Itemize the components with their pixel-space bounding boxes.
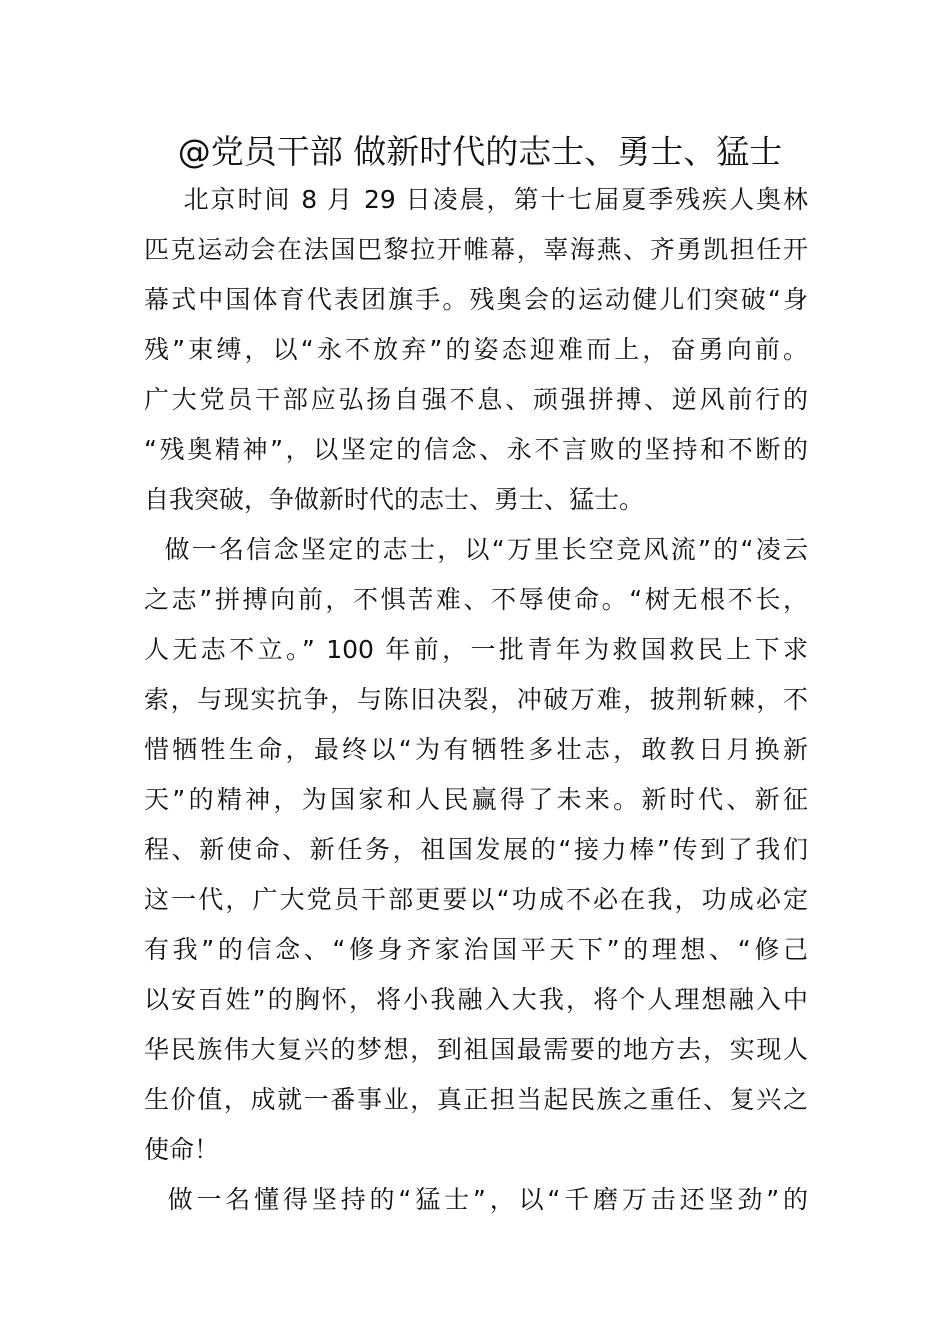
body-line: 匹克运动会在法国巴黎拉开帷幕，辜海燕、齐勇凯担任开 [144, 235, 808, 264]
body-line: 惜牺牲生命，最终以“为有牺牲多壮志，敢教日月换新 [144, 735, 808, 764]
body-line: 生价值，成就一番事业，真正担当起民族之重任、复兴之 [144, 1085, 808, 1114]
body-line: 有我”的信念、“修身齐家治国平天下”的理想、“修己 [144, 935, 808, 964]
body-line: 广大党员干部应弘扬自强不息、顽强拼搏、逆风前行的 [144, 385, 808, 414]
body-line: 自我突破，争做新时代的志士、勇士、猛士。 [144, 485, 645, 514]
body-line: 幕式中国体育代表团旗手。残奥会的运动健儿们突破“身 [144, 285, 808, 314]
body-line: 之志”拼搏向前，不惧苦难、不辱使命。“树无根不长， [144, 585, 808, 614]
body-line: “残奥精神”，以坚定的信念、永不言败的坚持和不断的 [144, 435, 808, 464]
body-line: 残”束缚，以“永不放弃”的姿态迎难而上，奋勇向前。 [144, 335, 808, 364]
body-line: 做一名信念坚定的志士，以“万里长空竞风流”的“凌云 [144, 535, 808, 564]
body-line: 索，与现实抗争，与陈旧决裂，冲破万难，披荆斩棘，不 [144, 685, 808, 714]
body-line: 以安百姓”的胸怀，将小我融入大我，将个人理想融入中 [144, 985, 808, 1014]
body-line: 人无志不立。” 100 年前，一批青年为救国救民上下求 [144, 635, 808, 664]
body-line: 程、新使命、新任务，祖国发展的“接力棒”传到了我们 [144, 835, 808, 864]
body-line: 华民族伟大复兴的梦想，到祖国最需要的地方去，实现人 [144, 1035, 808, 1064]
body-line: 做一名懂得坚持的“猛士”，以“千磨万击还坚劲”的 [144, 1185, 808, 1214]
body-line: 这一代，广大党员干部更要以“功成不必在我，功成必定 [144, 885, 808, 914]
body-line: 使命！ [144, 1135, 220, 1164]
document-title: @党员干部 做新时代的志士、勇士、猛士 [177, 132, 783, 171]
body-line: 北京时间 8 月 29 日凌晨，第十七届夏季残疾人奥林 [144, 185, 808, 214]
body-line: 天”的精神，为国家和人民赢得了未来。新时代、新征 [144, 785, 808, 814]
